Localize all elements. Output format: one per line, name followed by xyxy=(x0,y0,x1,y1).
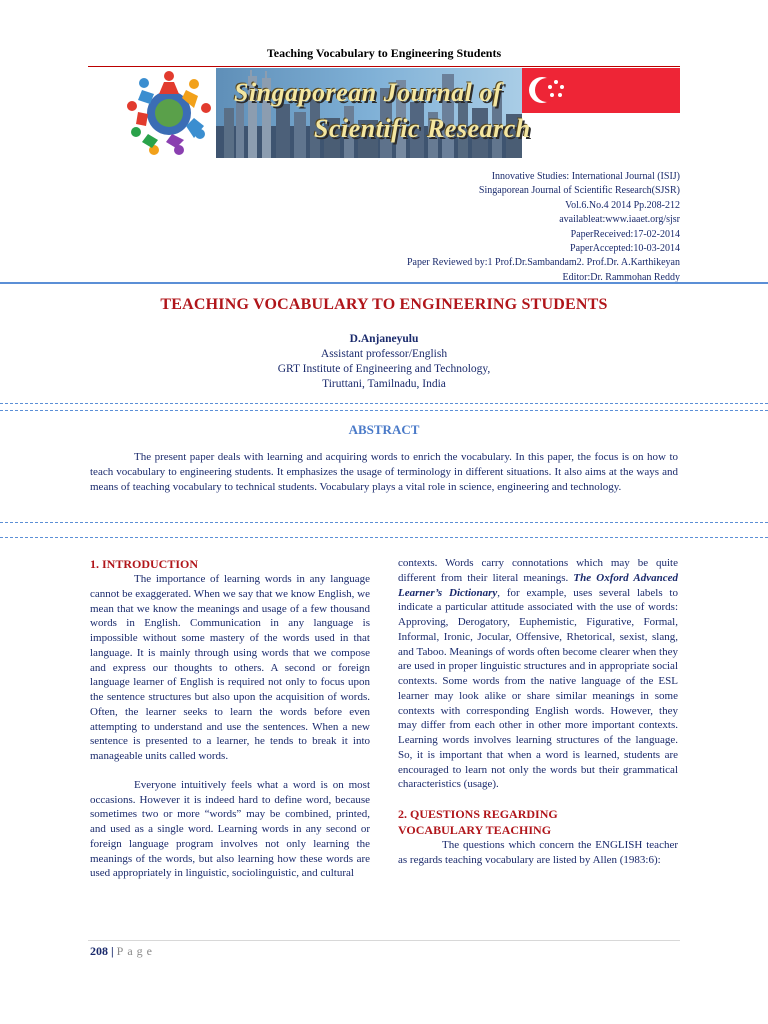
singapore-flag xyxy=(522,68,680,158)
right-paragraph-1-end: , for example, uses several labels to indicate a particular attitude associated with the use of words: Approving, Derogatory, Euphemistic, Figurative, Formal, Informal, Ironic, Jocular, Offensive, Rhetorical, sexist, slang, and Taboo. Meanings of words often become clearer when they are used in proper linguistic structures and in appropriate social contexts. Some words from the native language of the ESL learner may look alike or share similar meanings in some contexts with corresponding English words. However, they may differ from each other in other more important contexts. Learning words involves learning structures of the language. So, it is important that when a word is learned, students are encouraged to learn not only the words but their grammatical characteristics (usage). xyxy=(398,586,678,791)
divider-dashed xyxy=(0,522,768,523)
section-heading-introduction: 1. INTRODUCTION xyxy=(90,557,199,571)
paper-title: TEACHING VOCABULARY TO ENGINEERING STUDENTS xyxy=(160,296,608,313)
intro-paragraph-2: Everyone intuitively feels what a word is on most occasions. However it is indeed hard to define word, because sometimes two or more “words” may be combined, printed, and used as a single word. Learning words in any second or foreign language program involves not only learning the meanings of the words, but also learning how these words are used appropriately in linguistic, sociolinguistic, and cultural xyxy=(90,778,370,880)
people-circle-logo xyxy=(127,71,211,155)
right-paragraph-1-start: contexts. Words carry connotations which may be quite different from their literal meanings. xyxy=(398,557,678,584)
meta-reviewers: Paper Reviewed by:1 Prof.Dr.Sambandam2. Prof.Dr. A.Karthikeyan xyxy=(406,257,680,269)
page-footer xyxy=(90,944,156,959)
banner-title-line2: Scientific Research xyxy=(314,114,531,143)
author-name: D.Anjaneyulu xyxy=(349,333,419,345)
page-number: 208 xyxy=(90,944,108,958)
banner-title-line1: Singaporean Journal of xyxy=(234,78,503,107)
divider-dashed xyxy=(0,403,768,404)
journal-banner xyxy=(124,68,680,158)
meta-received: PaperReceived:17-02-2014 xyxy=(570,228,680,240)
divider-dashed xyxy=(0,537,768,538)
running-head: Teaching Vocabulary to Engineering Students xyxy=(266,46,502,60)
meta-accepted: PaperAccepted:10-03-2014 xyxy=(570,243,680,255)
section-rule xyxy=(0,282,768,284)
intro-paragraph-1: The importance of learning words in any language cannot be exaggerated. When we say that we know English, we mean that we know the meanings and usage of a few thousand words in English. Communication in any language is impossible without some mastery of the words used in that language. It is mainly through using words that we compose and express our thoughts to others. A second or foreign language learner of English is required not only to focus upon the sentence structures but also upon the acquisition of words. Often, the learner seeks to learn the words before even attempting to understand and use the sentences. When a new sentence is presented to a learner, he tends to break it into manageable units called words. xyxy=(90,573,370,762)
meta-journal-isij: Innovative Studies: International Journal (ISIJ) xyxy=(491,171,680,182)
divider-dashed xyxy=(0,410,768,411)
section-heading-questions xyxy=(398,806,678,838)
page-label: Page xyxy=(116,944,156,958)
questions-paragraph: The questions which concern the ENGLISH teacher as regards teaching vocabulary are listed by Allen (1983:6): xyxy=(398,839,678,866)
footer-separator: | xyxy=(108,944,117,958)
author-institution: GRT Institute of Engineering and Technology, xyxy=(277,363,491,375)
abstract-body: The present paper deals with learning and acquiring words to enrich the vocabulary. In this paper, the focus is on how to teach vocabulary to engineering students. It emphasizes the usage of terminology in different situations. It also aims at the ways and means of teaching vocabulary to technical students. Vocabulary plays a vital role in science, engineering and technology. xyxy=(90,451,678,493)
abstract-heading: ABSTRACT xyxy=(348,422,420,437)
meta-volume: Vol.6.No.4 2014 Pp.208-212 xyxy=(565,199,680,211)
publication-metadata xyxy=(407,170,680,285)
section-heading-questions-line2: VOCABULARY TEACHING xyxy=(398,823,552,837)
header-rule xyxy=(88,66,680,67)
right-column xyxy=(398,556,678,868)
footer-rule xyxy=(88,940,680,941)
author-position: Assistant professor/English xyxy=(320,348,448,360)
meta-editor: Editor:Dr. Rammohan Reddy xyxy=(562,271,680,283)
section-heading-questions-line1: 2. QUESTIONS REGARDING xyxy=(398,807,558,821)
meta-url: availableat:www.iaaet.org/sjsr xyxy=(559,214,680,226)
right-paragraph-1 xyxy=(398,556,678,792)
oxford-dictionary-title: The Oxford Advanced Learner’s Dictionary xyxy=(398,571,678,599)
left-column xyxy=(90,556,370,881)
author-block xyxy=(0,332,768,392)
meta-journal-sjsr: Singaporean Journal of Scientific Research(SJSR) xyxy=(478,185,680,197)
author-location: Tiruttani, Tamilnadu, India xyxy=(322,378,446,390)
